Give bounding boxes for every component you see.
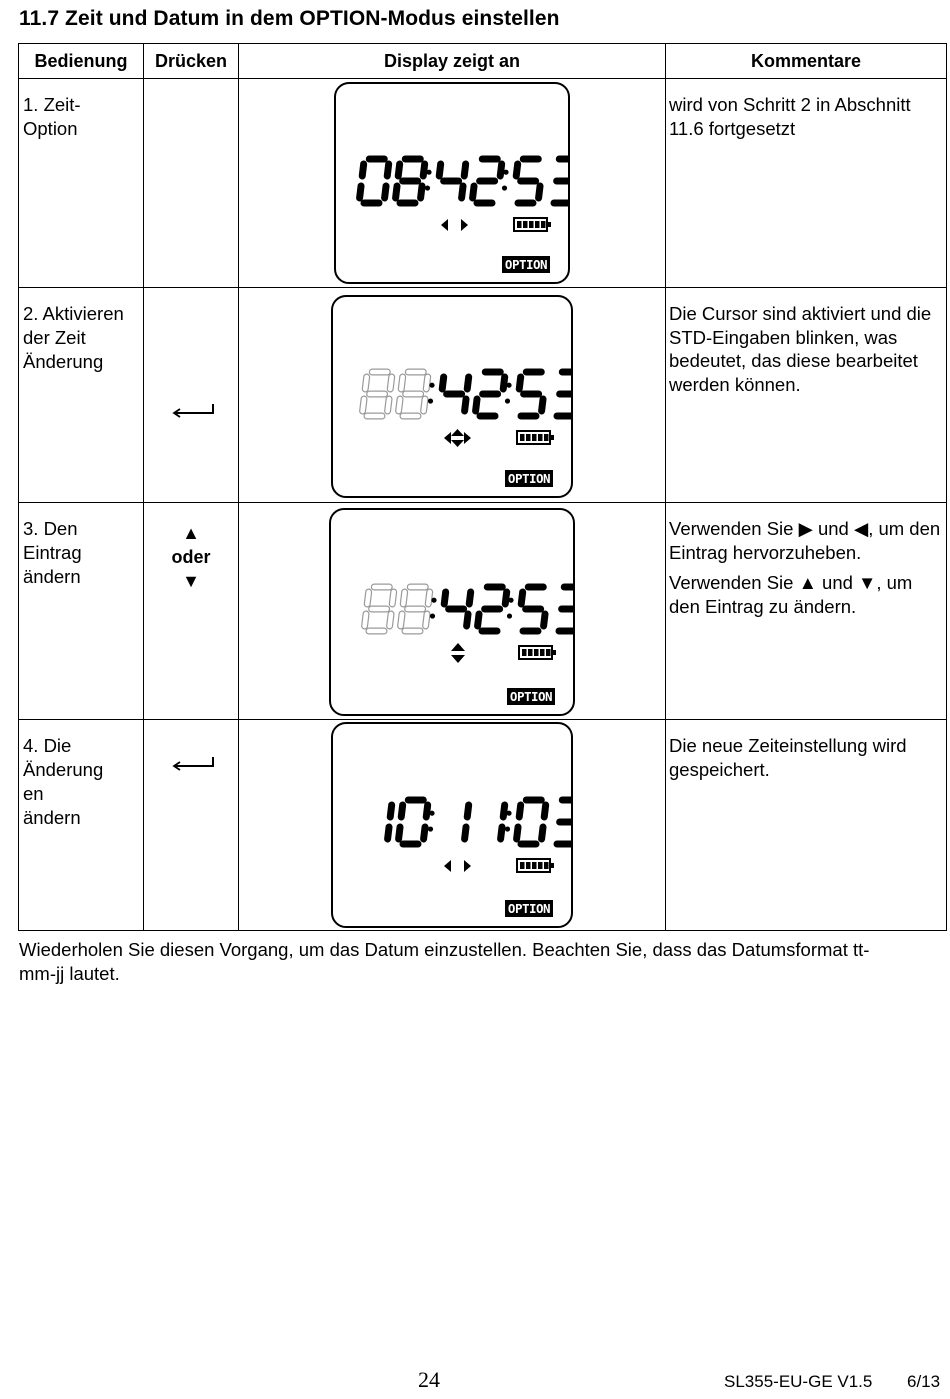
comment-text: Die neue Zeiteinstellung wird gespeichert.: [669, 735, 907, 780]
lcd-colon-dot: [503, 170, 508, 175]
press-or-label: oder: [171, 547, 211, 567]
column-header-display: Display zeigt an: [239, 44, 666, 79]
lcd-colon-dot: [507, 613, 512, 618]
enter-key-icon: [172, 756, 216, 772]
comment-text: Verwenden Sie ▲ und ▼, um den Eintrag zu ändern.: [669, 572, 913, 617]
display-cell: [239, 503, 666, 720]
operation-cell: [19, 79, 144, 288]
lcd-display: [329, 508, 575, 716]
table-row: [19, 288, 947, 503]
lcd-colon-dot: [425, 185, 430, 190]
page-number: 24: [418, 1367, 440, 1392]
down-arrow-icon: ▼: [182, 571, 200, 591]
comment-cell: [666, 79, 947, 288]
display-cell: [239, 288, 666, 503]
column-header-comments: Kommentare: [666, 44, 947, 79]
lcd-colon-dot: [506, 383, 511, 388]
operation-text: 4. Die Änderung en ändern: [23, 735, 104, 828]
operation-text: 2. Aktivieren der Zeit Änderung: [23, 303, 124, 372]
table-header-row: [19, 44, 947, 79]
lcd-display: [331, 722, 573, 928]
operation-text: 1. Zeit- Option: [23, 94, 81, 139]
press-cell: [144, 79, 239, 288]
lcd-display: [334, 82, 570, 284]
lcd-colon-dot: [429, 383, 434, 388]
comment-text: Verwenden Sie ▶ und ◀, um den Eintrag hervorzuheben.: [669, 518, 941, 563]
lcd-colon-dot: [428, 826, 433, 831]
press-cell: [144, 288, 239, 503]
column-header-operation: Bedienung: [19, 44, 144, 79]
steps-table: [18, 43, 947, 931]
lcd-colon-dot: [502, 185, 507, 190]
table-row: [19, 79, 947, 288]
column-header-press: Drücken: [144, 44, 239, 79]
lcd-colon-dot: [431, 598, 436, 603]
option-label: OPTION: [507, 471, 551, 486]
enter-key-icon: [172, 403, 216, 419]
comment-cell: [666, 503, 947, 720]
lcd-colon-dot: [505, 398, 510, 403]
option-label: OPTION: [504, 257, 548, 272]
table-row: [19, 503, 947, 720]
lcd-frame: [332, 723, 572, 927]
lcd-colon-dot: [429, 811, 434, 816]
lcd-display: [331, 295, 573, 498]
operation-text: 3. Den Eintrag ändern: [23, 518, 82, 587]
operation-cell: [19, 288, 144, 503]
option-label: OPTION: [509, 689, 553, 704]
display-cell: [239, 79, 666, 288]
display-cell: [239, 720, 666, 931]
lcd-colon-dot: [506, 811, 511, 816]
table-row: [19, 720, 947, 931]
lcd-colon-dot: [430, 613, 435, 618]
lcd-colon-dot: [505, 826, 510, 831]
up-arrow-icon: ▲: [182, 523, 200, 543]
section-heading: 11.7 Zeit und Datum in dem OPTION-Modus einstellen: [19, 7, 560, 30]
comment-cell: [666, 720, 947, 931]
operation-cell: [19, 720, 144, 931]
press-cell: [144, 720, 239, 931]
page-count: 6/13: [907, 1372, 941, 1391]
comment-text: Die Cursor sind aktiviert und die STD-Eingaben blinken, was bedeutet, das diese bearbeitet werden können.: [669, 303, 932, 395]
comment-text: wird von Schritt 2 in Abschnitt 11.6 fortgesetzt: [669, 94, 911, 139]
option-label: OPTION: [507, 901, 551, 916]
date-format-note: Wiederholen Sie diesen Vorgang, um das Datum einzustellen. Beachten Sie, dass das Datumsformat tt-mm-jj lautet.: [19, 939, 870, 984]
lcd-colon-dot: [426, 170, 431, 175]
operation-cell: [19, 503, 144, 720]
document-id: SL355-EU-GE V1.5: [724, 1372, 873, 1391]
lcd-colon-dot: [428, 398, 433, 403]
lcd-colon-dot: [508, 598, 513, 603]
press-cell: [144, 503, 239, 720]
comment-cell: [666, 288, 947, 503]
